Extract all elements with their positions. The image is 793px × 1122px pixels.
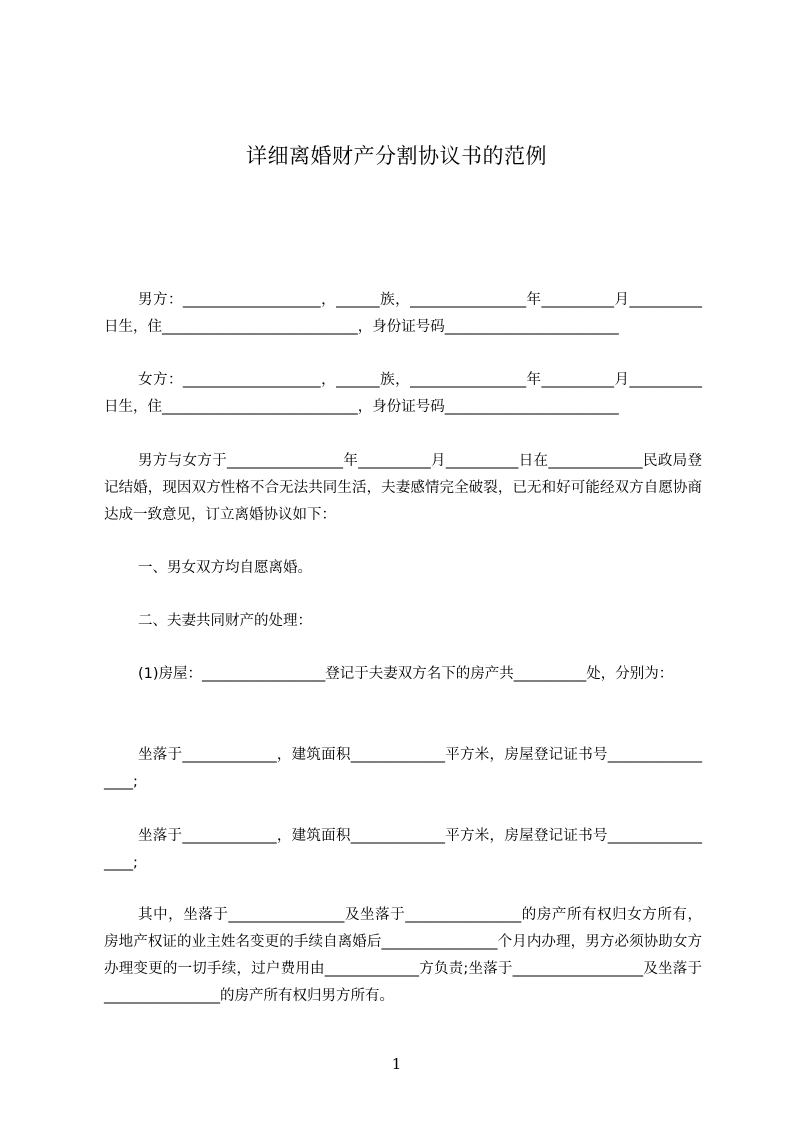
paragraph-clause-2: 二、夫妻共同财产的处理：: [138, 613, 312, 629]
page-number: 1: [391, 1055, 402, 1073]
paragraph-male-party: 男方：___________________，______族，________________年__________月__________日生，住___________________________，身份证号码________________________: [104, 292, 702, 335]
paragraph-house-ownership: 其中，坐落于________________及坐落于________________的房产所有权归女方所有，房地产权证的业主姓名变更的手续自离婚后________________个月内办理，男方必须协助女方办理变更的一切手续，过户费用由_____________方负责;坐落于__________________及坐落于________________的房产所有权归男方所有。: [104, 907, 702, 1004]
paragraph-property-houses: (1)房屋：_________________登记于夫妻双方名下的房产共__________处，分别为：: [138, 666, 674, 682]
document-title: 详细离婚财产分割协议书的范例: [246, 144, 547, 168]
paragraph-female-party: 女方：___________________，______族，________________年__________月__________日生，住___________________________，身份证号码________________________: [104, 372, 702, 415]
paragraph-marriage-registration: 男方与女方于________________年__________月__________日在_____________民政局登记结婚，现因双方性格不合无法共同生活，夫妻感情完全破裂，已无和好可能经双方自愿协商达成一致意见，订立离婚协议如下：: [104, 453, 702, 523]
paragraph-clause-1: 一、男女双方均自愿离婚。: [138, 560, 312, 576]
paragraph-house-location-1: 坐落于_____________，建筑面积_____________平方米，房屋登记证书号_________________;: [104, 747, 702, 790]
paragraph-house-location-2: 坐落于_____________，建筑面积_____________平方米，房屋登记证书号_________________;: [104, 828, 702, 871]
